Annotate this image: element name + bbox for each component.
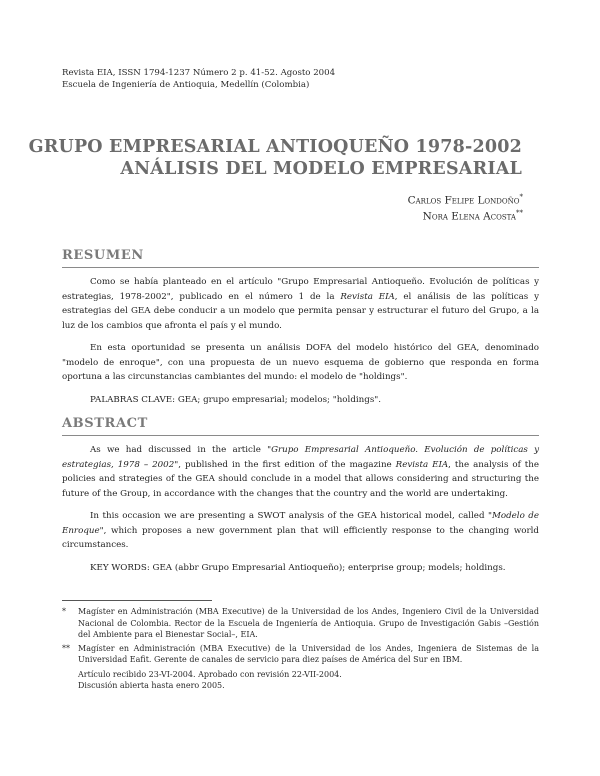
author-2-name: Nora Elena Acosta — [422, 210, 516, 223]
abstract-body — [62, 443, 539, 575]
author-2 — [423, 209, 523, 223]
received-line-1: Artículo recibido 23-VI-2004. Aprobado con revisión 22-VII-2004. — [78, 669, 342, 679]
received-line-2: Discusión abierta hasta enero 2005. — [78, 681, 225, 690]
author-1-name: Carlos Felipe Londoño — [407, 194, 520, 207]
journal-header — [62, 67, 335, 91]
title-line-2: ANÁLISIS DEL MODELO EMPRESARIAL — [120, 159, 522, 179]
footnote-divider — [62, 600, 212, 601]
abstract-paragraph-1: As we had discussed in the article "Grupo Empresarial Antioqueño. Evolución de políticas y estrategias, 1978 – 2002", published in the first edition of the magazine Revista EIA, the analysis of the policies and strategies of the GEA should conclude in a model that allows considering and structuring the future of the Group, in accordance with the changes that the country and the world are undertaking. — [62, 445, 540, 499]
footnote-1-text: Magíster en Administración (MBA Executive) de la Universidad de los Andes, Ingeniero Civil de la Universidad Nacional de Colombia. Rector de la Escuela de Ingeniería de Antioquia. Grupo de Investigación Gabis –Gestión del Ambiente para el Bienestar Social–, EIA. — [78, 607, 539, 639]
footnote-2-mark: ** — [62, 643, 70, 653]
journal-institution: Escuela de Ingeniería de Antioquia, Medellín (Colombia) — [62, 80, 310, 90]
abstract-heading: ABSTRACT — [62, 416, 148, 431]
resumen-paragraph-2: En esta oportunidad se presenta un análisis DOFA del modelo histórico del GEA, denominado "modelo de enroque", con una propuesta de un nuevo esquema de gobierno que responda en forma oportuna a las circunstancias cambiantes del mundo: el modelo de "holdings". — [62, 343, 539, 382]
footnotes — [62, 606, 539, 692]
resumen-keywords: PALABRAS CLAVE: GEA; grupo empresarial; modelos; "holdings". — [90, 394, 382, 405]
abstract-keywords: KEY WORDS: GEA (abbr Grupo Empresarial Antioqueño); enterprise group; models; holdings. — [90, 562, 506, 573]
author-1-mark: * — [519, 193, 523, 201]
received-dates — [62, 669, 539, 692]
resumen-paragraph-1: Como se había planteado en el artículo "Grupo Empresarial Antioqueño. Evolución de políticas y estrategias, 1978-2002", publicado en el número 1 de la Revista EIA, el análisis de las políticas y estrategias del GEA debe conducir a un modelo que permita pensar y estructurar el futuro del Grupo, a la luz de los cambios que afronta el país y el mundo. — [62, 277, 540, 331]
author-2-mark: ** — [516, 209, 523, 217]
footnote-1-mark: * — [62, 607, 66, 616]
journal-citation: Revista EIA, ISSN 1794-1237 Número 2 p. 41-52. Agosto 2004 — [62, 68, 336, 78]
abstract-divider — [62, 435, 539, 436]
footnote-1 — [62, 606, 539, 641]
title-line-1: GRUPO EMPRESARIAL ANTIOQUEÑO 1978-2002 — [28, 137, 522, 157]
author-1 — [408, 193, 523, 207]
resumen-heading: RESUMEN — [62, 248, 144, 263]
article-title — [0, 136, 522, 180]
resumen-body — [62, 275, 539, 407]
footnote-2 — [62, 643, 539, 666]
abstract-paragraph-2: In this occasion we are presenting a SWOT analysis of the GEA historical model, called "Modelo de Enroque", which proposes a new government plan that will efficiently response to the changing world circumstances. — [62, 511, 539, 550]
resumen-divider — [62, 267, 539, 268]
footnote-2-text: Magíster en Administración (MBA Executive) de la Universidad de los Andes, Ingeniera de Sistemas de la Universidad Eafit. Gerente de canales de servicio para diez países de América del Sur en IBM. — [78, 643, 539, 664]
